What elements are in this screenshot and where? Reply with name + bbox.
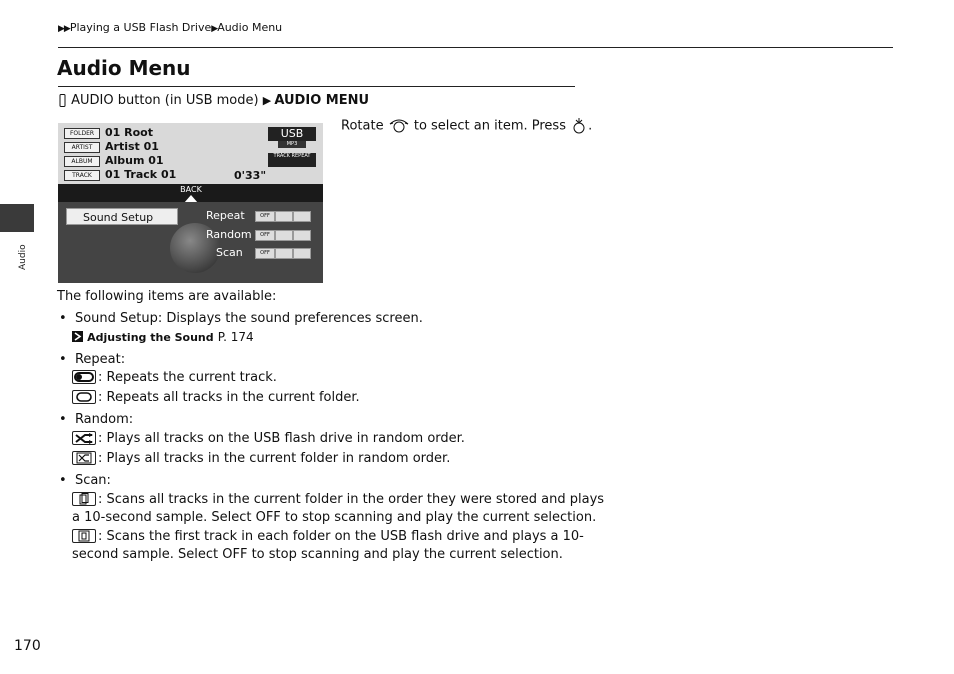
instruction [341, 117, 592, 135]
scan-folder-desc: : Scans all tracks in the current folder in the order they were stored and plays [98, 492, 605, 507]
cross-reference-page[interactable]: P. 174 [217, 330, 254, 344]
audio-menu-screen [58, 123, 323, 283]
repeat-folder-desc: : Repeats all tracks in the current folder. [98, 390, 360, 405]
page-title: Audio Menu [57, 56, 191, 80]
item-repeat [59, 351, 125, 369]
screen-tag-folder: FOLDER [64, 128, 100, 139]
repeat-track-icon [72, 370, 96, 384]
screen-back-button[interactable]: BACK [180, 185, 202, 194]
screen-random-option[interactable]: Random [206, 228, 252, 241]
menu-path-start: AUDIO button (in USB mode) [71, 93, 259, 108]
scan-folder-line-2 [72, 509, 596, 527]
breadcrumb-markers: ▶▶ [58, 24, 70, 34]
item-sound-setup [59, 310, 423, 328]
scan-all-desc-3: to stop scanning and play the current selection. [247, 547, 563, 562]
screen-artist-value: Artist 01 [105, 140, 159, 153]
item-colon: : [106, 473, 111, 488]
repeat-track-icon [275, 211, 293, 222]
screen-tag-artist: ARTIST [64, 142, 100, 153]
screen-mode-badge: TRACK REPEAT [268, 153, 316, 167]
screen-off-badge: OFF [255, 230, 275, 241]
screen-folder-value: 01 Root [105, 126, 153, 139]
instruction-text: to select an item. Press [413, 118, 566, 134]
home-button-icon [58, 94, 67, 107]
screen-album-value: Album 01 [105, 154, 164, 167]
random-folder-icon [293, 230, 311, 241]
menu-path-target: AUDIO MENU [274, 93, 370, 108]
screen-source-badge: USB [268, 127, 316, 141]
random-all-icon [72, 431, 96, 445]
page-number: 170 [14, 638, 41, 654]
repeat-track-desc: : Repeats the current track. [98, 370, 277, 385]
scan-all-icon [72, 529, 96, 543]
item-random [59, 411, 133, 429]
scan-all-desc-2: second sample. Select [72, 547, 223, 562]
chapter-tab-label: Audio [18, 244, 28, 270]
repeat-track-line [72, 369, 277, 387]
scan-all-line [72, 528, 584, 546]
item-name: Sound Setup [74, 311, 158, 326]
scan-all-icon [293, 248, 311, 259]
breadcrumb-item[interactable]: Playing a USB Flash Drive [69, 21, 212, 34]
menu-path-separator: ▶ [262, 94, 271, 107]
random-folder-desc: : Plays all tracks in the current folder in random order. [98, 451, 451, 466]
bullet: • [59, 412, 67, 427]
screen-tag-album: ALBUM [64, 156, 100, 167]
cross-reference[interactable] [72, 328, 254, 347]
intro-text: The following items are available: [57, 289, 277, 304]
header-rule [58, 47, 893, 48]
breadcrumb [58, 21, 282, 34]
repeat-folder-icon [72, 390, 96, 404]
bullet: • [59, 311, 67, 326]
random-folder-line [72, 450, 450, 468]
bullet: • [59, 473, 67, 488]
repeat-folder-icon [293, 211, 311, 222]
random-folder-icon [72, 451, 96, 465]
bullet: • [59, 352, 67, 367]
cross-reference-icon [72, 331, 83, 342]
breadcrumb-item[interactable]: Audio Menu [217, 21, 283, 34]
screen-off-badge: OFF [255, 211, 275, 222]
cross-reference-title[interactable]: Adjusting the Sound [87, 331, 214, 344]
item-name: Random [74, 412, 129, 427]
off-label: OFF [255, 510, 281, 525]
random-all-line [72, 430, 465, 448]
screen-off-badge: OFF [255, 248, 275, 259]
scan-folder-line [72, 491, 604, 509]
scan-folder-desc-3: to stop scanning and play the current selection. [280, 510, 597, 525]
interface-dial-press-icon [570, 117, 588, 135]
scan-folder-icon [275, 248, 293, 259]
scan-folder-icon [72, 492, 96, 506]
scan-all-line-2 [72, 546, 563, 564]
scan-all-desc: : Scans the first track in each folder on the USB flash drive and plays a 10- [98, 529, 584, 544]
screen-tag-track: TRACK [64, 170, 100, 181]
screen-scan-option[interactable]: Scan [216, 246, 243, 259]
item-scan [59, 472, 111, 490]
scan-folder-desc-2: a 10-second sample. Select [72, 510, 256, 525]
repeat-folder-line [72, 389, 360, 407]
screen-repeat-option[interactable]: Repeat [206, 209, 245, 222]
chapter-tab[interactable] [0, 204, 34, 232]
menu-path [58, 93, 369, 108]
screen-track-value: 01 Track 01 [105, 168, 177, 181]
random-all-desc: : Plays all tracks on the USB flash drive in random order. [98, 431, 465, 446]
item-colon: : [120, 352, 126, 367]
screen-elapsed-time: 0'33" [234, 169, 267, 182]
item-desc: : Displays the sound preferences screen. [157, 311, 423, 326]
off-label: OFF [222, 547, 248, 562]
item-colon: : [128, 412, 134, 427]
interface-dial-rotate-icon [388, 117, 410, 135]
breadcrumb-separator: ▶ [211, 24, 218, 34]
screen-format-badge: MP3 [278, 141, 306, 148]
screen-sound-setup-button[interactable]: Sound Setup [66, 208, 178, 225]
instruction-text: Rotate [341, 118, 384, 134]
instruction-text: . [588, 118, 593, 134]
item-name: Repeat [74, 352, 121, 367]
random-all-icon [275, 230, 293, 241]
title-rule [58, 86, 575, 87]
item-name: Scan [74, 473, 107, 488]
